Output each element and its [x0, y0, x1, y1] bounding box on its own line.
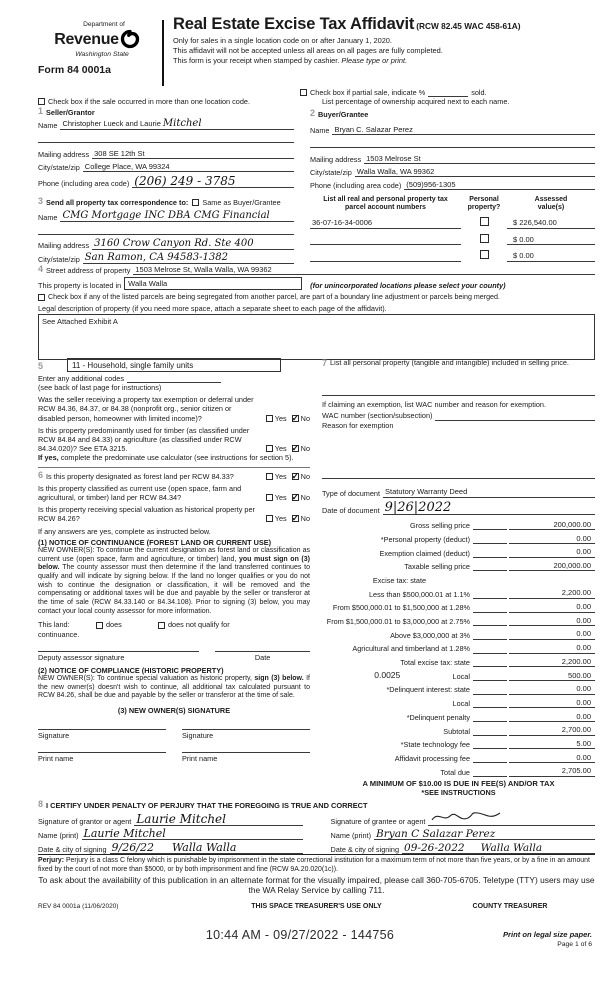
- money-row: [322, 613, 595, 627]
- header-divider: [162, 20, 164, 86]
- rcw-reference: (RCW 82.45 WAC 458-61A): [416, 21, 521, 31]
- money-value[interactable]: 5.00: [509, 739, 595, 749]
- parcel-row: [310, 245, 595, 262]
- grantee-signature-scribble: [430, 816, 502, 825]
- money-label: Taxable selling price: [404, 562, 470, 572]
- continuance-label: continuance.: [38, 629, 80, 639]
- money-value[interactable]: 200,000.00: [509, 561, 595, 571]
- money-label: *Personal property (deduct): [380, 534, 470, 544]
- money-value[interactable]: 0.00: [509, 616, 595, 626]
- additional-codes-label: Enter any additional codes: [38, 373, 124, 383]
- seller-city-input[interactable]: College Place, WA 99324: [83, 162, 294, 172]
- buyer-name2-input[interactable]: [310, 139, 595, 148]
- grantee-date-hand: 09-26-2022: [404, 841, 465, 854]
- money-row: [322, 695, 595, 709]
- personal-property-section: [322, 358, 595, 369]
- money-value[interactable]: 2,700.00: [509, 725, 595, 735]
- money-label: Local: [452, 699, 470, 709]
- correspondence-block: [38, 196, 294, 264]
- same-as-buyer-label: Same as Buyer/Grantee: [202, 198, 281, 208]
- forest-yes-checkbox[interactable]: [266, 473, 273, 480]
- corr-name2-input[interactable]: [38, 226, 294, 235]
- money-row: [322, 640, 595, 654]
- grantor-name-label: Name (print): [38, 831, 79, 841]
- currentuse-no-checkbox[interactable]: [292, 494, 299, 501]
- n2-text-bold: sign (3) below.: [254, 675, 304, 683]
- exemption-deferral-question: Was the seller receiving a property tax exemption or deferral under RCW 84.36, 84.37, or 84.38 (nonprofit org., senior citizen or disabled person, homeowner with limited income)?: [38, 395, 254, 423]
- money-label: Subtotal: [443, 726, 470, 736]
- deputy-assessor-signature-line[interactable]: [38, 651, 199, 662]
- certify-section-number: 8: [38, 799, 44, 809]
- q2-yes-checkbox[interactable]: [266, 445, 273, 452]
- seller-name-hand: Mitchel: [162, 118, 202, 130]
- parcel-row: [310, 229, 595, 246]
- money-value[interactable]: 2,200.00: [509, 588, 595, 598]
- corr-heading: Send all property tax correspondence to:: [46, 198, 189, 208]
- legal-description-text: See Attached Exhibit A: [42, 317, 118, 327]
- footer-row: [38, 903, 595, 912]
- treasurer-use-label: THIS SPACE TREASURER'S USE ONLY: [251, 903, 382, 910]
- answers-yes-note: If any answers are yes, complete as instructed below.: [38, 526, 211, 536]
- see-instructions-note: *SEE INSTRUCTIONS: [421, 788, 496, 798]
- historic-no-checkbox[interactable]: [292, 515, 299, 522]
- n1-text-a: NEW OWNER(S): To continue the current designation as forest land or classification as current use (open space, farm and agriculture, or timber) land,: [38, 546, 310, 563]
- revenue-wordmark: Revenue: [54, 31, 119, 49]
- legal-description-box[interactable]: [38, 314, 595, 360]
- grantor-name-input[interactable]: [82, 828, 303, 840]
- assessed-value[interactable]: $ 226,540.00: [507, 218, 595, 228]
- new-owner-signature-1[interactable]: [38, 729, 166, 740]
- current-use-question: Is this property classified as current use (open space, farm and agricultural, or timber) land per RCW 84.34?: [38, 483, 242, 503]
- yes-label: Yes: [274, 444, 287, 454]
- no-label: No: [300, 493, 310, 503]
- parcel-number-input[interactable]: 36-07-16-34-0006: [310, 218, 461, 228]
- grantor-sig-label: Signature of grantor or agent: [38, 817, 132, 827]
- new-owner-signature-2[interactable]: [182, 729, 310, 740]
- q2-no-checkmark: ✓: [291, 443, 300, 454]
- money-label: *State technology fee: [400, 740, 470, 750]
- local-rate-value: 0.0025: [374, 670, 401, 681]
- signature-label: Signature: [182, 731, 214, 741]
- forest-no-checkmark: ✓: [291, 470, 300, 481]
- land-use-code-select[interactable]: 11 - Household, single family units: [67, 358, 281, 372]
- corr-mailing-input[interactable]: 3160 Crow Canyon Rd. Ste 400: [92, 239, 294, 250]
- n1-text-b: The county assessor must then determine if the land transferred continues to qualify and will indicate by signing below. If the land no longer qualifies or you do not wish to continue the designation or classification, it will be removed and the compensating or additional taxes will be due and payable by the seller or transferor at the time of sale (RCW 84.33.140 or 84.34.108). Prior to signing (3) below, you may contact your local county assessor for more information.: [38, 564, 310, 615]
- money-value[interactable]: 0.00: [509, 698, 595, 708]
- buyer-block: [310, 106, 595, 190]
- sec5-number: 5: [38, 360, 44, 371]
- subtitle-2: This affidavit will not be accepted unless all areas on all pages are fully completed.: [173, 46, 443, 56]
- partial-sale-label: Check box if partial sale, indicate %: [310, 88, 426, 97]
- alternate-format-note: To ask about the availability of this publication in an alternate format for the visually impaired, please call 360-705-6705. Teletype (TTY) users may use the WA Relay Service by calling 711.: [38, 875, 595, 896]
- money-row: [322, 708, 595, 722]
- perjury-section: [38, 854, 595, 896]
- assessed-value[interactable]: $ 0.00: [507, 235, 595, 245]
- deputy-assessor-label: Deputy assessor signature: [38, 652, 125, 662]
- personal-property-col-header: Personal property?: [467, 196, 501, 212]
- money-value[interactable]: 0.00: [509, 753, 595, 763]
- money-value[interactable]: 0.00: [509, 629, 595, 639]
- no-label: No: [300, 514, 310, 524]
- parcel-col-header: List all real and personal property tax parcel account numbers: [323, 196, 448, 212]
- money-row: [322, 544, 595, 558]
- partial-sale-sold-label: sold.: [471, 88, 487, 97]
- money-row: [322, 558, 595, 572]
- no-label: No: [300, 471, 310, 481]
- partial-sale-checkbox[interactable]: [300, 89, 307, 96]
- print-name-label: Print name: [182, 754, 218, 764]
- currentuse-no-checkmark: ✓: [291, 492, 300, 503]
- seller-name-typed: Christopher Lueck and Laurie: [62, 119, 161, 129]
- money-row: [322, 736, 595, 750]
- notice-continuance-body: [38, 547, 310, 616]
- buyer-city-label: City/state/zip: [310, 168, 352, 178]
- certify-section: [38, 799, 595, 854]
- document-type-label: Type of document: [322, 488, 381, 498]
- new-owner-signature-title: (3) NEW OWNER(S) SIGNATURE: [117, 706, 231, 716]
- washington-state-label: Washington State: [75, 51, 129, 59]
- perjury-body: Perjury is a class C felony which is punishable by imprisonment in the state correctional institution for a maximum term of not more than five years, or by a fine in an amount fixed by the court of not more than $5000, or by both imprisonment and fine (RCW 9A.20.020(1c)).: [38, 857, 590, 873]
- corr-name-input[interactable]: CMG Mortgage INC DBA CMG Financial: [60, 211, 294, 222]
- wac-number-input[interactable]: [435, 412, 595, 421]
- money-label: From $500,000.01 to $1,500,000 at 1.28%: [332, 603, 470, 613]
- personal-property-checkbox[interactable]: [480, 234, 489, 243]
- located-in-label: This property is located in: [38, 280, 122, 290]
- new-owner-print-2[interactable]: [182, 752, 310, 763]
- money-value[interactable]: 200,000.00: [509, 520, 595, 530]
- q2-no-checkbox[interactable]: [292, 445, 299, 452]
- money-label: Affidavit processing fee: [394, 753, 470, 763]
- page-indicator: Page 1 of 6: [557, 940, 592, 948]
- legal-description-label: Legal description of property (if you need more space, attach a separate sheet to each page of the affidavit).: [38, 303, 387, 313]
- buyer-mailing-input[interactable]: 1503 Melrose St: [364, 154, 595, 164]
- personal-property-checkbox[interactable]: [480, 217, 489, 226]
- money-row-header: [322, 571, 595, 585]
- multi-location-checkbox[interactable]: [38, 98, 45, 105]
- money-label: *Delinquent penalty: [406, 712, 470, 722]
- reason-exemption-input[interactable]: [322, 478, 595, 479]
- does-label: does: [106, 620, 122, 630]
- main-right-column: [322, 358, 595, 798]
- seller-name-input[interactable]: [60, 119, 294, 130]
- grantee-name-input[interactable]: [374, 829, 595, 841]
- corr-city-input[interactable]: San Ramon, CA 94583-1382: [83, 253, 294, 264]
- if-yes-bold: If yes,: [38, 453, 59, 463]
- print-name-label: Print name: [38, 754, 74, 764]
- yes-label: Yes: [274, 493, 287, 503]
- seller-mailing-label: Mailing address: [38, 150, 90, 160]
- money-label: Above $3,000,000 at 3%: [390, 630, 470, 640]
- perjury-text: [38, 857, 595, 874]
- county-treasurer-label: COUNTY TREASURER: [472, 903, 548, 910]
- money-row: [322, 585, 595, 599]
- timber-agriculture-question: Is this property predominantly used for timber (as classified under RCW 84.84 and 84.33) or agriculture (as classified under RCW 84.34.020)? See ETA 3215.: [38, 425, 250, 454]
- currentuse-yes-checkbox[interactable]: [266, 494, 273, 501]
- dor-logo-block: [38, 14, 156, 77]
- segregated-label: Check box if any of the listed parcels are being segregated from another parcel, are part of a boundary line adjustment or parcels being merged.: [48, 293, 500, 301]
- grantor-signature-hand: Laurie Mitchel: [136, 812, 226, 827]
- grantee-city-hand: Walla Walla: [480, 841, 543, 854]
- grantee-date-input[interactable]: [402, 843, 595, 855]
- yes-label: Yes: [274, 514, 287, 524]
- top-checkboxes: [38, 88, 594, 106]
- sec6-number: 6: [38, 469, 44, 480]
- grantor-date-label: Date & city of signing: [38, 845, 107, 855]
- money-value[interactable]: 2,200.00: [509, 657, 595, 667]
- seller-block: [38, 106, 294, 190]
- money-row: [322, 763, 595, 777]
- property-section: [38, 263, 595, 360]
- grantor-signature-input[interactable]: [134, 813, 302, 826]
- exemption-instruction: If claiming an exemption, list WAC number and reason for exemption.: [322, 400, 547, 410]
- print-note-block: [503, 930, 592, 949]
- if-yes-rest: complete the predominate use calculator (see instructions for section 5).: [58, 453, 294, 463]
- n2-text-b: If the new owner(s) doesn't wish to continue, all additional tax calculated pursuant to RCW 84.26, shall be due and payable by the seller or transferor at the time of sale.: [38, 675, 310, 700]
- seller-phone-label: Phone (including area code): [38, 179, 130, 189]
- corr-mailing-label: Mailing address: [38, 241, 90, 251]
- see-back-note: (see back of last page for instructions): [38, 383, 162, 392]
- grantee-sig-label: Signature of grantee or agent: [330, 817, 426, 827]
- money-label: Less than $500,000.01 at 1.1%: [368, 589, 470, 599]
- grantee-name-hand: Bryan C Salazar Perez: [376, 827, 496, 840]
- q1-yes-checkbox[interactable]: [266, 415, 273, 422]
- excise-state-header: Excise tax: state: [372, 575, 427, 585]
- grantee-signature-input[interactable]: [428, 810, 595, 826]
- money-label: Exemption claimed (deduct): [379, 548, 470, 558]
- if-yes-note: [38, 453, 310, 462]
- money-row: [322, 749, 595, 763]
- money-label: Total due: [440, 767, 470, 777]
- parcel-number-input[interactable]: [310, 261, 461, 262]
- does-not-label: does not qualify for: [168, 620, 230, 630]
- personal-property-label: List all personal property (tangible and intangible) included in selling price.: [330, 358, 569, 367]
- signature-label: Signature: [38, 731, 70, 741]
- located-in-select[interactable]: Walla Walla: [124, 277, 302, 290]
- property-section-number: 4: [38, 263, 44, 274]
- ownership-percentage-note: List percentage of ownership acquired next to each name.: [322, 97, 510, 107]
- money-row: [322, 722, 595, 736]
- money-row: [322, 654, 595, 668]
- notice-continuance-title: (1) NOTICE OF CONTINUANCE (FOREST LAND OR CURRENT USE): [38, 537, 272, 547]
- form-header: [38, 14, 594, 86]
- new-owner-print-1[interactable]: [38, 752, 166, 763]
- segregated-checkbox[interactable]: [38, 294, 45, 301]
- multi-location-label: Check box if the sale occurred in more than one location code.: [48, 97, 250, 107]
- money-row: [322, 599, 595, 613]
- sec7-number: 7: [322, 358, 328, 368]
- buyer-section-number: 2: [310, 108, 316, 118]
- subtitle-3-text: This form is your receipt when stamped by cashier.: [173, 56, 342, 66]
- forest-no-checkbox[interactable]: [291, 470, 300, 481]
- grantor-city-hand: Walla Walla: [171, 841, 237, 855]
- grantee-date-label: Date & city of signing: [330, 845, 400, 855]
- money-row: [322, 681, 595, 695]
- money-value[interactable]: 0.00: [509, 602, 595, 612]
- dept-of-label: Department of: [83, 21, 125, 28]
- notice-compliance-title: (2) NOTICE OF COMPLIANCE (HISTORIC PROPERTY): [38, 665, 224, 675]
- title-block: [173, 14, 520, 66]
- street-address-input[interactable]: 1503 Melrose St, Walla Walla, WA 99362: [133, 265, 595, 275]
- subtitle-1: Only for sales in a single location code on or after January 1, 2020.: [173, 35, 392, 45]
- does-not-checkbox[interactable]: [158, 622, 165, 629]
- q1-no-checkbox[interactable]: [291, 412, 300, 423]
- historic-property-question: Is this property receiving special valuation as historical property per RCW 84.26?: [38, 505, 255, 524]
- money-value[interactable]: 0.00: [509, 684, 595, 694]
- money-value[interactable]: 500.00: [509, 671, 595, 681]
- assessed-value-col-header: Assessed value(s): [534, 196, 568, 212]
- grantor-date-hand: 9/26/22: [111, 841, 154, 855]
- money-row: [322, 626, 595, 640]
- perjury-bold: Perjury:: [38, 857, 65, 864]
- grantee-name-label: Name (print): [330, 831, 372, 841]
- buyer-heading: Buyer/Grantee: [318, 110, 369, 120]
- parcel-list-block: [310, 196, 595, 264]
- page-title: Real Estate Excise Tax Affidavit: [173, 15, 415, 33]
- buyer-phone-label: Phone (including area code): [310, 181, 402, 191]
- money-label: Total excise tax: state: [400, 658, 470, 668]
- certify-statement: I CERTIFY UNDER PENALTY OF PERJURY THAT THE FOREGOING IS TRUE AND CORRECT: [46, 801, 368, 810]
- money-row: [322, 517, 595, 531]
- buyer-phone-input[interactable]: (509)956-1305: [404, 180, 595, 190]
- buyer-mailing-label: Mailing address: [310, 155, 362, 165]
- corr-city-label: City/state/zip: [38, 255, 80, 265]
- reason-exemption-label: Reason for exemption: [322, 420, 394, 430]
- money-value[interactable]: 2,705.00: [509, 766, 595, 776]
- seller-name2-input[interactable]: [38, 134, 294, 143]
- seller-city-label: City/state/zip: [38, 163, 80, 173]
- no-label: No: [300, 444, 310, 454]
- deputy-date-line[interactable]: [215, 651, 310, 662]
- print-note: Print on legal size paper.: [502, 930, 592, 939]
- money-label: Local: [452, 671, 470, 681]
- wac-number-label: WAC number (section/subsection): [322, 411, 433, 421]
- parcel-number-input[interactable]: [310, 244, 461, 245]
- does-checkbox[interactable]: [96, 622, 103, 629]
- forest-land-question: Is this property designated as forest land per RCW 84.33?: [46, 471, 234, 481]
- treasurer-stamp: 10:44 AM - 09/27/2022 - 144756: [205, 928, 395, 942]
- money-label: From $1,500,000.01 to $3,000,000 at 2.75%: [326, 617, 470, 627]
- money-label: Gross selling price: [409, 521, 470, 531]
- n1-text-bold: you must sign on (3) below.: [38, 555, 310, 572]
- money-label: *Delinquent interest: state: [386, 685, 470, 695]
- document-type-input[interactable]: Statutory Warranty Deed: [383, 487, 595, 497]
- historic-no-checkmark: ✓: [291, 513, 300, 524]
- grantor-date-input[interactable]: [110, 842, 303, 854]
- personal-property-checkbox[interactable]: [480, 250, 489, 259]
- seller-section-number: 1: [38, 106, 44, 116]
- assessed-value[interactable]: $ 0.00: [507, 251, 595, 261]
- historic-yes-checkbox[interactable]: [266, 515, 273, 522]
- form-number: Form 84 0001a: [38, 64, 111, 77]
- main-left-column: [38, 358, 310, 798]
- no-label: No: [300, 413, 310, 423]
- unincorporated-note: (for unincorporated locations please select your county): [310, 280, 506, 290]
- subtitle-3-italic: Please type or print.: [341, 56, 408, 66]
- excise-tax-table: [322, 517, 595, 777]
- buyer-name-input[interactable]: Bryan C. Salazar Perez: [332, 125, 595, 135]
- document-date-input[interactable]: 9|26|2022: [383, 501, 595, 515]
- parties-section: [38, 106, 595, 190]
- seller-heading: Seller/Grantor: [46, 108, 95, 118]
- revenue-logo-icon: [120, 29, 140, 51]
- correspondence-parcels-section: [38, 196, 595, 264]
- yes-label: Yes: [274, 413, 287, 423]
- seller-name-label: Name: [38, 121, 58, 131]
- personal-property-input[interactable]: [322, 395, 595, 396]
- buyer-city-input[interactable]: Walla Walla, WA 99362: [355, 167, 595, 177]
- grantor-signature-block: [38, 810, 303, 854]
- corr-section-number: 3: [38, 196, 44, 206]
- parcel-row: [310, 212, 595, 229]
- yes-label: Yes: [274, 471, 287, 481]
- deputy-date-label: Date: [254, 652, 271, 662]
- grantor-name-hand: Laurie Mitchel: [83, 827, 166, 841]
- notice-compliance-body: [38, 675, 310, 701]
- minimum-due-note: A MINIMUM OF $10.00 IS DUE IN FEE(S) AND/OR TAX: [362, 778, 555, 788]
- document-date-label: Date of document: [322, 505, 380, 515]
- grantee-signature-block: [331, 810, 596, 854]
- seller-phone-input[interactable]: (206) 249 - 3785: [132, 175, 294, 188]
- street-address-label: Street address of property: [46, 265, 131, 275]
- money-value[interactable]: 0.00: [509, 534, 595, 544]
- corr-name-label: Name: [38, 213, 58, 223]
- n2-text-a: NEW OWNER(S): To continue special valuation as historic property,: [38, 675, 255, 683]
- money-label: Agricultural and timberland at 1.28%: [352, 644, 470, 654]
- money-value[interactable]: 0.00: [509, 712, 595, 722]
- this-land-label: This land:: [38, 620, 70, 630]
- money-row: [322, 530, 595, 544]
- additional-codes-input[interactable]: [127, 374, 221, 383]
- money-value[interactable]: 0.00: [509, 547, 595, 557]
- rev-number: REV 84 0001a (11/06/2020): [38, 903, 119, 910]
- subtitle-3: [173, 56, 520, 65]
- buyer-name-label: Name: [310, 126, 330, 136]
- money-value[interactable]: 0.00: [509, 643, 595, 653]
- money-row-local-rate: [322, 667, 595, 681]
- seller-mailing-input[interactable]: 308 SE 12th St: [92, 149, 294, 159]
- q1-no-checkmark: ✓: [291, 412, 300, 423]
- same-as-buyer-checkbox[interactable]: [192, 199, 199, 206]
